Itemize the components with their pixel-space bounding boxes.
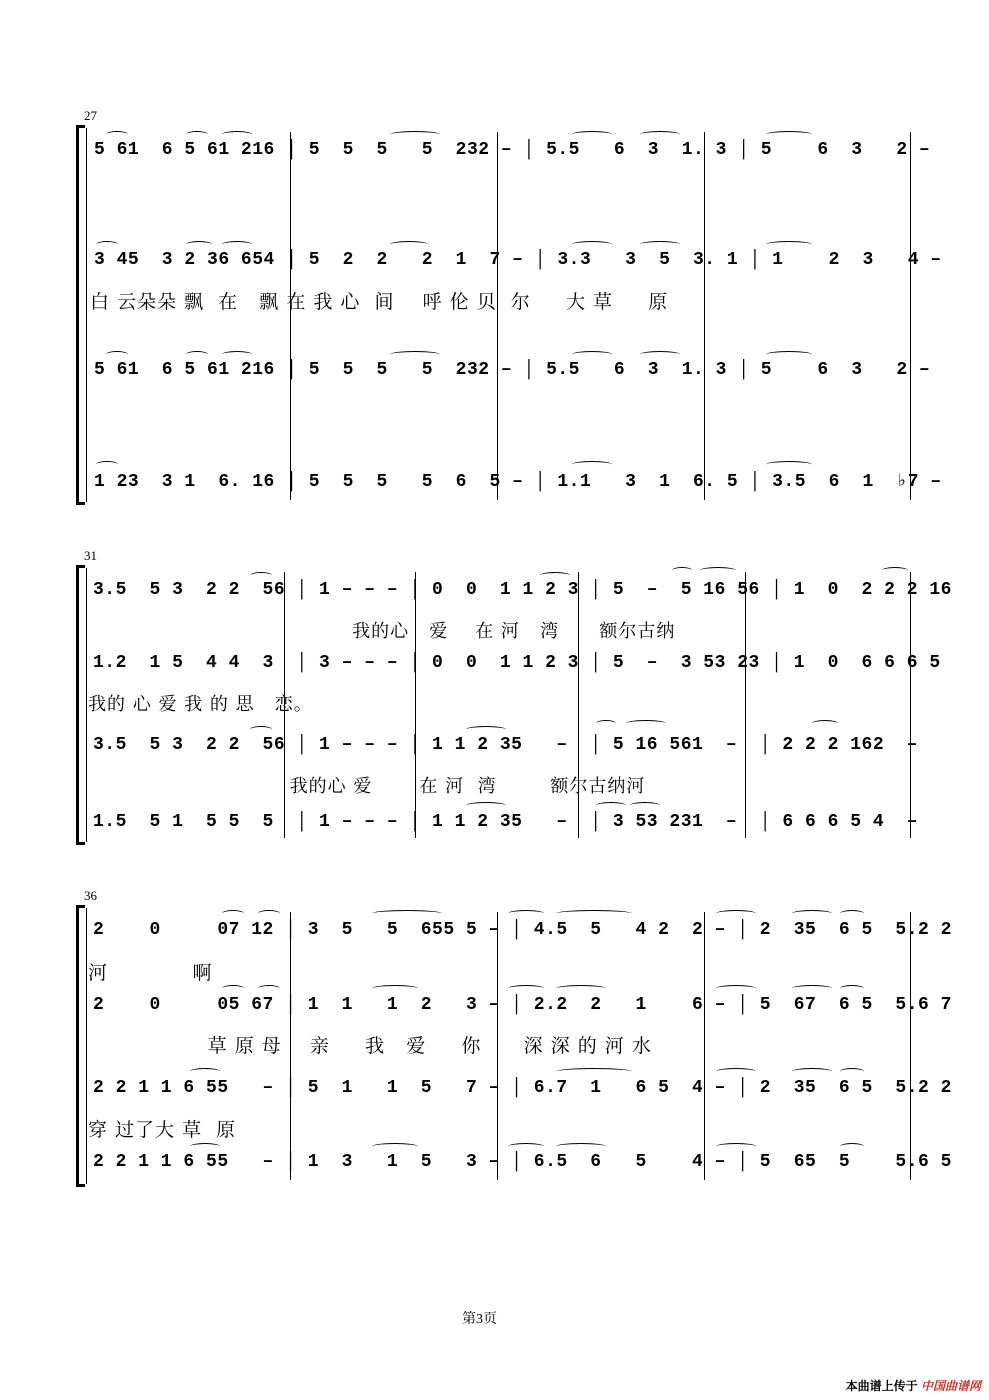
slur	[372, 985, 418, 992]
voice-1-notes: 3.5 5 3 2 2 56 │ 1 – – – │ 0 0 1 1 2 3 │ 5 – 5 16 56 │ 1 0 2 2 2 16	[93, 580, 952, 600]
slur	[508, 910, 544, 917]
footer-credit	[846, 1377, 981, 1394]
page-number: 第3页	[462, 1312, 497, 1327]
slur	[840, 1143, 864, 1150]
footer-text: 本曲谱上传于	[845, 1379, 918, 1393]
slur	[508, 985, 544, 992]
system-bracket	[76, 568, 85, 842]
measure-number: 27	[84, 108, 97, 123]
slur	[700, 567, 736, 574]
system-start-line	[86, 908, 87, 1184]
slur	[626, 720, 666, 727]
system-start-line	[86, 568, 87, 842]
slur	[466, 726, 506, 733]
lyric-line: 穿 过了大 草 原	[88, 1119, 237, 1141]
barline	[910, 912, 911, 1180]
voice-4-notes: 1 23 3 1 6. 16 │ 5 5 5 5 6 5 – │ 1.1 3 1 6. 5 │ 3.5 6 1 ♭7 –	[94, 472, 942, 492]
slur	[572, 461, 612, 468]
barline	[704, 132, 705, 500]
voice-1-notes: 2 0 07 12 │ 3 5 5 655 5 – │ 4.5 5 4 2 2 – │ 2 35 6 5 5.2 2	[93, 920, 952, 940]
slur	[640, 131, 680, 138]
slur	[766, 241, 812, 248]
slur	[222, 351, 252, 358]
slur	[672, 567, 692, 574]
slur	[466, 802, 506, 809]
slur	[508, 1143, 544, 1150]
lyric-line: 我的心 爱 在 河 湾 额尔古纳	[90, 621, 676, 642]
slur	[716, 1068, 756, 1075]
slur	[792, 1068, 832, 1075]
slur	[572, 351, 612, 358]
slur	[596, 720, 616, 727]
slur	[190, 1068, 220, 1075]
slur	[840, 985, 864, 992]
slur	[556, 985, 606, 992]
voice-2-notes: 2 0 05 67 │ 1 1 1 2 3 – │ 2.2 2 1 6 – │ 5 67 6 5 5.6 7	[93, 995, 952, 1015]
slur	[250, 572, 272, 579]
measure-number: 36	[84, 888, 97, 903]
lyric-line: 草 原 母 亲 我 爱 你 深 深 的 河 水	[88, 1035, 652, 1057]
slur	[222, 985, 244, 992]
slur	[766, 351, 812, 358]
lyric-line: 河 啊	[88, 962, 213, 984]
slur	[572, 131, 612, 138]
slur	[390, 241, 428, 248]
slur	[258, 910, 280, 917]
slur	[186, 241, 212, 248]
slur	[556, 1143, 606, 1150]
slur	[572, 241, 612, 248]
slur	[716, 910, 756, 917]
voice-3-notes: 2 2 1 1 6 55 – │ 5 1 1 5 7 – │ 6.7 1 6 5 4 – │ 2 35 6 5 5.2 2	[93, 1078, 952, 1098]
slur	[250, 726, 272, 733]
slur	[390, 131, 440, 138]
voice-3-notes: 5 61 6 5 61 216 │ 5 5 5 5 232 – │ 5.5 6 3 1. 3 │ 5 6 3 2 –	[94, 360, 931, 380]
slur	[96, 241, 118, 248]
slur	[222, 910, 244, 917]
slur	[186, 351, 208, 358]
slur	[390, 351, 440, 358]
slur	[766, 131, 812, 138]
site-logo: 中国曲谱网	[920, 1379, 981, 1393]
slur	[540, 572, 570, 579]
slur	[190, 1143, 220, 1150]
barline	[745, 572, 746, 838]
slur	[96, 461, 118, 468]
voice-2-notes: 3 45 3 2 36 654 │ 5 2 2 2 1 7 – │ 3.3 3 5 3. 1 │ 1 2 3 4 –	[94, 250, 942, 270]
slur	[640, 241, 680, 248]
slur	[766, 461, 812, 468]
lyric-line: 我的心 爱 在 河 湾 额尔古纳河	[88, 776, 646, 797]
barline	[415, 572, 416, 838]
voice-4-notes: 1.5 5 1 5 5 5 │ 1 – – – │ 1 1 2 35 – │ 3 53 231 – │ 6 6 6 5 4 –	[93, 812, 919, 832]
voice-3-notes: 3.5 5 3 2 2 56 │ 1 – – – │ 1 1 2 35 – │ 5 16 561 – │ 2 2 2 162 –	[93, 735, 919, 755]
slur	[840, 910, 864, 917]
slur	[372, 1143, 418, 1150]
slur	[792, 910, 832, 917]
slur	[640, 351, 680, 358]
slur	[840, 1068, 864, 1075]
system-start-line	[86, 128, 87, 502]
lyric-line: 我的 心 爱 我 的 思 恋。	[88, 694, 313, 715]
slur	[222, 131, 252, 138]
slur	[716, 985, 756, 992]
slur	[812, 720, 838, 727]
system-bracket	[76, 128, 85, 502]
barline	[578, 572, 579, 838]
barline	[910, 132, 911, 500]
slur	[186, 131, 208, 138]
slur	[556, 1068, 632, 1075]
barline	[290, 132, 291, 500]
slur	[106, 131, 128, 138]
slur	[716, 1143, 756, 1150]
lyric-line: 白 云朵朵 飘 在 飘 在 我 心 间 呼 伦 贝 尔 大 草 原	[90, 291, 669, 313]
slur	[882, 567, 908, 574]
system-bracket	[76, 908, 85, 1184]
barline	[704, 912, 705, 1180]
slur	[106, 351, 128, 358]
slur	[556, 910, 632, 917]
slur	[792, 985, 832, 992]
slur	[258, 985, 280, 992]
slur	[630, 802, 660, 809]
slur	[222, 241, 252, 248]
voice-1-notes: 5 61 6 5 61 216 │ 5 5 5 5 232 – │ 5.5 6 3 1. 3 │ 5 6 3 2 –	[94, 140, 931, 160]
voice-4-notes: 2 2 1 1 6 55 – │ 1 3 1 5 3 – │ 6.5 6 5 4 – │ 5 65 5 5.6 5	[93, 1152, 952, 1172]
measure-number: 31	[84, 548, 97, 563]
barline	[497, 132, 498, 500]
voice-2-notes: 1.2 1 5 4 4 3 │ 3 – – – │ 0 0 1 1 2 3 │ 5 – 3 53 23 │ 1 0 6 6 6 5	[93, 653, 941, 673]
slur	[596, 802, 626, 809]
slur	[372, 910, 442, 917]
barline	[910, 572, 911, 838]
